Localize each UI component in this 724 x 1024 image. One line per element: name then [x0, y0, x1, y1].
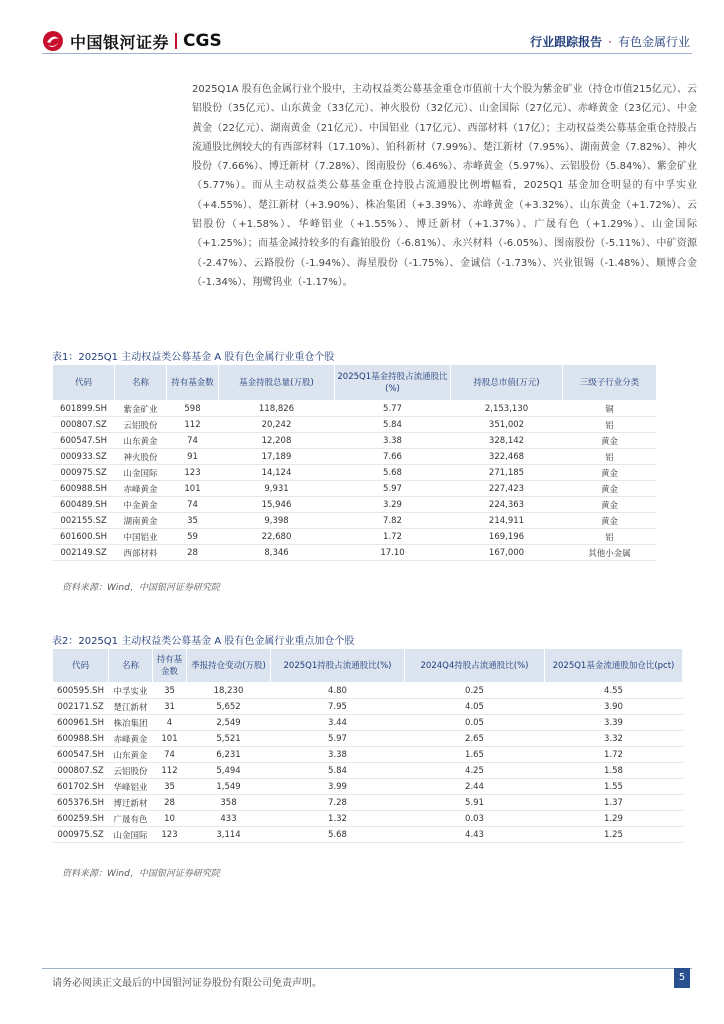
table-cell: 1.37: [545, 795, 683, 811]
table-cell: 20,242: [219, 417, 335, 433]
table-row: [53, 545, 657, 561]
table-cell: 322,468: [451, 449, 563, 465]
table-cell: 1.72: [335, 529, 451, 545]
table-cell: 271,185: [451, 465, 563, 481]
table-cell: 紫金矿业: [115, 401, 167, 417]
column-header: 持股总市值(万元): [451, 365, 563, 401]
table-cell: 楚江新材: [109, 699, 153, 715]
table-cell: 4: [153, 715, 187, 731]
table-cell: 湖南黄金: [115, 513, 167, 529]
table2: [52, 648, 683, 843]
table-cell: 351,002: [451, 417, 563, 433]
table-cell: 000807.SZ: [53, 763, 109, 779]
table-cell: 600547.SH: [53, 747, 109, 763]
table-row: [53, 827, 683, 843]
table-cell: 西部材料: [115, 545, 167, 561]
table-cell: 328,142: [451, 433, 563, 449]
column-header: 三级子行业分类: [563, 365, 657, 401]
table-cell: 112: [153, 763, 187, 779]
column-header: 2024Q4持股占流通股比(%): [405, 649, 545, 683]
table-cell: 000975.SZ: [53, 827, 109, 843]
table-cell: 22,680: [219, 529, 335, 545]
table-cell: 黄金: [563, 465, 657, 481]
column-header: 持有基金数: [167, 365, 219, 401]
table-cell: 2,549: [187, 715, 271, 731]
table-cell: 4.25: [405, 763, 545, 779]
table-cell: 7.66: [335, 449, 451, 465]
table-cell: 3.38: [335, 433, 451, 449]
header-separator: ·: [608, 35, 612, 49]
table-row: [53, 811, 683, 827]
table-cell: 74: [167, 433, 219, 449]
table-cell: 铝: [563, 417, 657, 433]
table-cell: 600595.SH: [53, 683, 109, 699]
table1-source: 资料来源：Wind，中国银河证券研究院: [62, 583, 220, 593]
table-cell: 7.28: [271, 795, 405, 811]
table-cell: 1.29: [545, 811, 683, 827]
table2-source: 资料来源：Wind，中国银河证券研究院: [62, 869, 220, 879]
table-cell: 5.84: [271, 763, 405, 779]
table-cell: 118,826: [219, 401, 335, 417]
table-row: [53, 699, 683, 715]
table-cell: 3.39: [545, 715, 683, 731]
table-row: [53, 747, 683, 763]
table-cell: 002171.SZ: [53, 699, 109, 715]
table-row: [53, 795, 683, 811]
table-cell: 神火股份: [115, 449, 167, 465]
table2-header-row: [53, 649, 683, 683]
table-cell: 5,652: [187, 699, 271, 715]
table-cell: 5.68: [271, 827, 405, 843]
table-cell: 1,549: [187, 779, 271, 795]
table-cell: 17.10: [335, 545, 451, 561]
table-cell: 601702.SH: [53, 779, 109, 795]
table-cell: 17,189: [219, 449, 335, 465]
cgs-logo-icon: [42, 30, 64, 52]
table-row: [53, 683, 683, 699]
table-cell: 35: [153, 779, 187, 795]
table-cell: 山东黄金: [115, 433, 167, 449]
table-cell: 600988.SH: [53, 481, 115, 497]
logo-divider: [175, 33, 177, 49]
table-cell: 91: [167, 449, 219, 465]
table-cell: 59: [167, 529, 219, 545]
footer-rule: [42, 968, 692, 969]
table-cell: 铜: [563, 401, 657, 417]
table-cell: 山金国际: [115, 465, 167, 481]
table-cell: 600547.SH: [53, 433, 115, 449]
table-row: [53, 763, 683, 779]
table-cell: 224,363: [451, 497, 563, 513]
table-row: [53, 715, 683, 731]
column-header: 代码: [53, 365, 115, 401]
table-row: [53, 731, 683, 747]
table-cell: 601899.SH: [53, 401, 115, 417]
table-cell: 600961.SH: [53, 715, 109, 731]
table-cell: 赤峰黄金: [109, 731, 153, 747]
column-header: 名称: [109, 649, 153, 683]
table-cell: 123: [153, 827, 187, 843]
table-cell: 1.58: [545, 763, 683, 779]
table2-caption: 表2：2025Q1 主动权益类公募基金 A 股有色金属行业重点加仓个股: [52, 636, 355, 647]
table-cell: 2.65: [405, 731, 545, 747]
table-cell: 铝: [563, 449, 657, 465]
table-cell: 167,000: [451, 545, 563, 561]
table1-body: [53, 401, 657, 561]
table-cell: 5,494: [187, 763, 271, 779]
company-logo: [42, 30, 222, 52]
table-cell: 214,911: [451, 513, 563, 529]
table-cell: 169,196: [451, 529, 563, 545]
table-cell: 12,208: [219, 433, 335, 449]
table2-body: [53, 683, 683, 843]
report-sector: 有色金属行业: [617, 35, 690, 49]
table-cell: 中孚实业: [109, 683, 153, 699]
table-cell: 74: [167, 497, 219, 513]
table-row: [53, 779, 683, 795]
table-cell: 000975.SZ: [53, 465, 115, 481]
table-cell: 赤峰黄金: [115, 481, 167, 497]
column-header: 2025Q1基金流通股加仓比(pct): [545, 649, 683, 683]
table-cell: 中金黄金: [115, 497, 167, 513]
table-cell: 28: [153, 795, 187, 811]
report-type: 行业跟踪报告: [530, 35, 603, 49]
table-cell: 中国铝业: [115, 529, 167, 545]
table-row: [53, 465, 657, 481]
table-cell: 10: [153, 811, 187, 827]
table-cell: 0.25: [405, 683, 545, 699]
table-cell: 0.03: [405, 811, 545, 827]
table-cell: 其他小金属: [563, 545, 657, 561]
table-cell: 山金国际: [109, 827, 153, 843]
table-cell: 605376.SH: [53, 795, 109, 811]
table-cell: 株冶集团: [109, 715, 153, 731]
table-cell: 101: [153, 731, 187, 747]
table-row: [53, 417, 657, 433]
header-rule: [42, 53, 692, 54]
table-cell: 1.55: [545, 779, 683, 795]
table-cell: 4.05: [405, 699, 545, 715]
table-cell: 002149.SZ: [53, 545, 115, 561]
table-cell: 华峰铝业: [109, 779, 153, 795]
table-cell: 35: [167, 513, 219, 529]
table-cell: 14,124: [219, 465, 335, 481]
table-cell: 7.95: [271, 699, 405, 715]
table-row: [53, 433, 657, 449]
table-cell: 35: [153, 683, 187, 699]
table-cell: 3.90: [545, 699, 683, 715]
table-cell: 28: [167, 545, 219, 561]
table-cell: 31: [153, 699, 187, 715]
table-cell: 3.32: [545, 731, 683, 747]
table-row: [53, 529, 657, 545]
table-cell: 600259.SH: [53, 811, 109, 827]
column-header: 2025Q1持股占流通股比(%): [271, 649, 405, 683]
table-row: [53, 449, 657, 465]
table-cell: 5.97: [335, 481, 451, 497]
table-cell: 山东黄金: [109, 747, 153, 763]
table-cell: 74: [153, 747, 187, 763]
table-cell: 1.72: [545, 747, 683, 763]
column-header: 名称: [115, 365, 167, 401]
table-row: [53, 401, 657, 417]
page-number: 5: [674, 968, 690, 988]
table-cell: 1.25: [545, 827, 683, 843]
table-cell: 黄金: [563, 513, 657, 529]
table-cell: 3.38: [271, 747, 405, 763]
table-cell: 5.91: [405, 795, 545, 811]
table-cell: 227,423: [451, 481, 563, 497]
logo-chinese-name: 中国银河证券: [70, 32, 170, 52]
table-cell: 1.65: [405, 747, 545, 763]
column-header: 代码: [53, 649, 109, 683]
table-cell: 9,398: [219, 513, 335, 529]
table-cell: 7.82: [335, 513, 451, 529]
table-cell: 广晟有色: [109, 811, 153, 827]
table-row: [53, 481, 657, 497]
table-cell: 1.32: [271, 811, 405, 827]
table-cell: 600988.SH: [53, 731, 109, 747]
table-cell: 3.29: [335, 497, 451, 513]
table-cell: 5.84: [335, 417, 451, 433]
table-cell: 3,114: [187, 827, 271, 843]
table-cell: 黄金: [563, 481, 657, 497]
table-cell: 598: [167, 401, 219, 417]
table1: [52, 364, 657, 561]
table-cell: 433: [187, 811, 271, 827]
table-cell: 600489.SH: [53, 497, 115, 513]
table-cell: 5.97: [271, 731, 405, 747]
table-cell: 3.44: [271, 715, 405, 731]
table-cell: 002155.SZ: [53, 513, 115, 529]
table-cell: 3.99: [271, 779, 405, 795]
table-cell: 8,346: [219, 545, 335, 561]
table-cell: 000807.SZ: [53, 417, 115, 433]
table-cell: 4.80: [271, 683, 405, 699]
table-cell: 5.68: [335, 465, 451, 481]
column-header: 基金持股总量(万股): [219, 365, 335, 401]
table1-caption: 表1：2025Q1 主动权益类公募基金 A 股有色金属行业重仓个股: [52, 352, 335, 363]
footer-disclaimer: 请务必阅读正文最后的中国银河证券股份有限公司免责声明。: [52, 978, 322, 989]
table-cell: 0.05: [405, 715, 545, 731]
table-cell: 铝: [563, 529, 657, 545]
table-cell: 18,230: [187, 683, 271, 699]
table-cell: 123: [167, 465, 219, 481]
table-cell: 黄金: [563, 497, 657, 513]
column-header: 持有基金数: [153, 649, 187, 683]
report-category: [530, 33, 690, 50]
table-cell: 2.44: [405, 779, 545, 795]
table-row: [53, 497, 657, 513]
table-cell: 4.43: [405, 827, 545, 843]
table-cell: 黄金: [563, 433, 657, 449]
table-cell: 博迁新材: [109, 795, 153, 811]
table-cell: 4.55: [545, 683, 683, 699]
body-paragraph: 2025Q1A 股有色金属行业个股中，主动权益类公募基金重仓市值前十大个股为紫金矿业（持仓市值215亿元）、云铝股份（35亿元）、山东黄金（33亿元）、神火股份（32亿元）、山金国际（27亿元）、赤峰黄金（23亿元）、中金黄金（22亿元）、湖南黄金（21亿元）、中国铝业（17亿元）、西部材料（17亿）；主动权益类公募基金重仓持股占流通股比例较大的有西部材料（17.10%）、铂科新材（7.99%）、楚江新材（7.95%）、湖南黄金（7.82%）、神火股份（7.66%）、博迁新材（7.28%）、图南股份（6.46%）、赤峰黄金（5.97%）、云铝股份（5.84%）、紫金矿业（5.77%）。而从主动权益类公募基金重仓持股占流通股比例增幅看，2025Q1 基金加仓明显的有中孚实业（+4.55%）、楚江新材（+3.90%）、株冶集团（+3.39%）、赤峰黄金（+3.32%）、山东黄金（+1.72%）、云铝股份（+1.58%）、华峰铝业（+1.55%）、博迁新材（+1.37%）、广晟有色（+1.29%）、山金国际（+1.25%）；而基金减持较多的有鑫铂股份（-6.81%）、永兴材料（-6.05%）、图南股份（-5.11%）、中矿资源（-2.47%）、云路股份（-1.94%）、海星股份（-1.75%）、金诚信（-1.73%）、兴业银锡（-1.48%）、顺博合金（-1.34%）、翔鹭钨业（-1.17%）。: [192, 84, 697, 288]
column-header: 2025Q1基金持股占流通股比(%): [335, 365, 451, 401]
table-cell: 2,153,130: [451, 401, 563, 417]
column-header: 季报持仓变动(万股): [187, 649, 271, 683]
table-row: [53, 513, 657, 529]
table-cell: 6,231: [187, 747, 271, 763]
table1-header-row: [53, 365, 657, 401]
table-cell: 101: [167, 481, 219, 497]
table-cell: 5,521: [187, 731, 271, 747]
table-cell: 云铝股份: [109, 763, 153, 779]
logo-english-name: CGS: [183, 31, 222, 51]
table-cell: 000933.SZ: [53, 449, 115, 465]
table-cell: 601600.SH: [53, 529, 115, 545]
table-cell: 358: [187, 795, 271, 811]
table-cell: 112: [167, 417, 219, 433]
table-cell: 云铝股份: [115, 417, 167, 433]
table-cell: 9,931: [219, 481, 335, 497]
table-cell: 15,946: [219, 497, 335, 513]
table-cell: 5.77: [335, 401, 451, 417]
